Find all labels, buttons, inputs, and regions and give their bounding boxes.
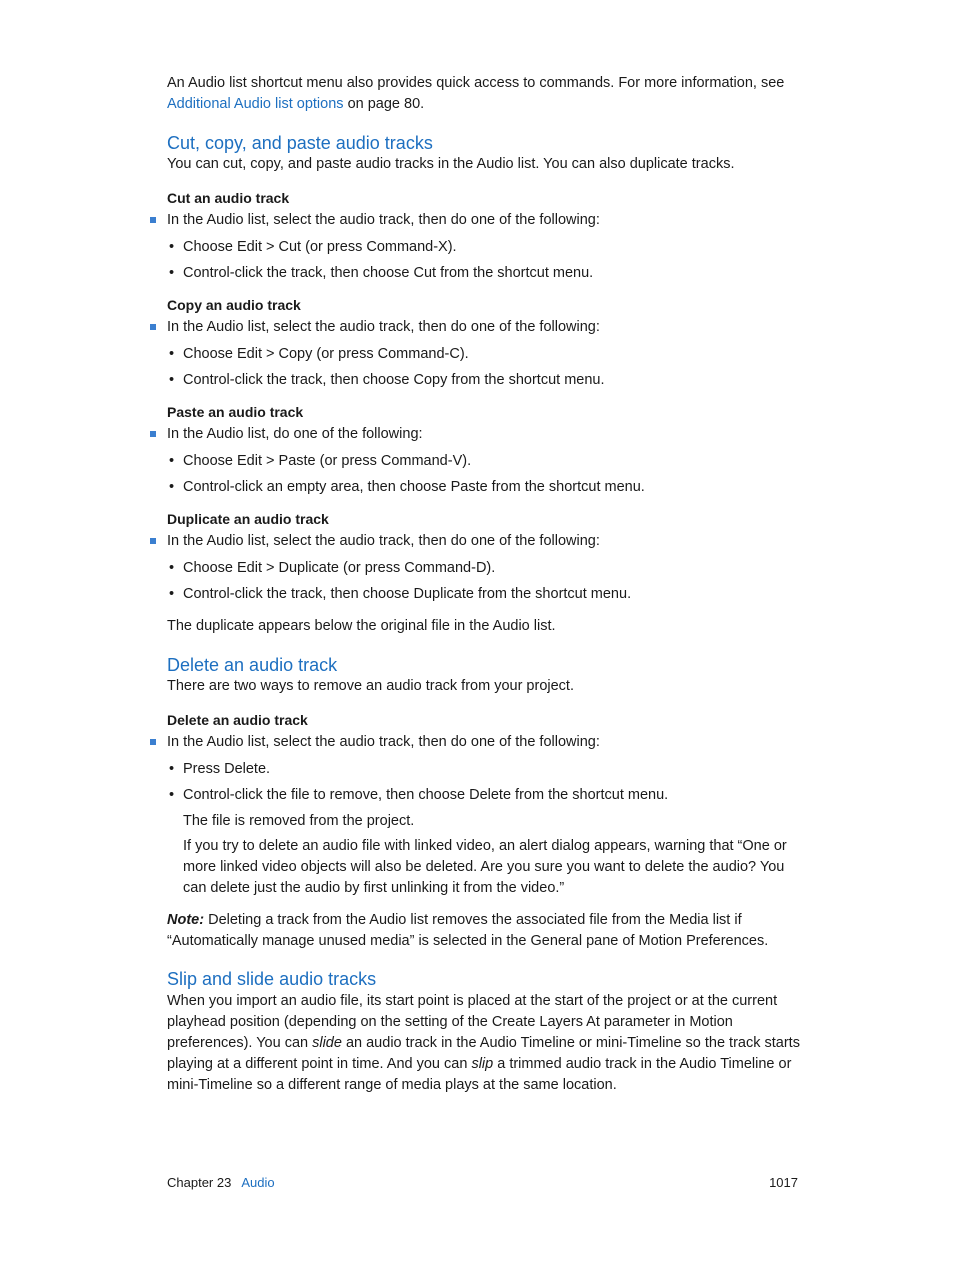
intro-text-after: on page 80. [343, 96, 425, 112]
option-list [167, 344, 807, 391]
page-number: 1017 [769, 1175, 798, 1190]
option-text: Control-click the track, then choose Cut from the shortcut menu. [183, 265, 594, 281]
list-item [167, 237, 807, 258]
delete-result-text: The file is removed from the project. [183, 813, 415, 829]
step-text: In the Audio list, do one of the following: [167, 426, 423, 442]
note-paragraph [167, 910, 787, 952]
task-title: Duplicate an audio track [167, 511, 329, 527]
slide-term: slide [312, 1035, 342, 1051]
task-paste [167, 402, 807, 503]
intro-paragraph [167, 73, 807, 115]
slip-slide-paragraph [167, 991, 803, 1096]
section-heading-slip-slide: Slip and slide audio tracks [167, 969, 377, 989]
bullet-icon: • [169, 346, 175, 362]
square-bullet-icon [150, 739, 156, 745]
option-list [167, 759, 807, 806]
task-title: Paste an audio track [167, 404, 304, 420]
task-step [167, 531, 807, 552]
task-cut [167, 188, 807, 289]
task-title: Copy an audio track [167, 297, 301, 313]
option-text: Choose Edit > Cut (or press Command-X). [183, 239, 457, 255]
section-description: You can cut, copy, and paste audio tracks in the Audio list. You can also duplicate tracks. [167, 156, 735, 172]
paragraph-text: When you import an audio file, its start point is placed at the start of the project or at the current playhead position (depending on the setting of the Create Layers At parameter in Motion preferences). You can [167, 993, 778, 1051]
bullet-icon: • [169, 586, 175, 602]
page-footer [167, 1172, 798, 1193]
square-bullet-icon [150, 217, 156, 223]
duplicate-result-text: The duplicate appears below the original file in the Audio list. [167, 618, 556, 634]
list-item [167, 344, 807, 365]
footer-chapter-link[interactable]: Audio [241, 1175, 275, 1190]
step-text: In the Audio list, select the audio track, then do one of the following: [167, 212, 600, 228]
paragraph-text: a trimmed audio track in the Audio Timeline or mini-Timeline so a different range of media plays at the same location. [167, 1056, 792, 1093]
additional-audio-options-link[interactable]: Additional Audio list options [167, 96, 344, 112]
step-text: In the Audio list, select the audio track, then do one of the following: [167, 533, 600, 549]
footer-chapter: Chapter 23 [167, 1175, 232, 1190]
list-item [167, 785, 807, 806]
list-item [167, 477, 807, 498]
bullet-icon: • [169, 372, 175, 388]
option-text: Control-click the file to remove, then choose Delete from the shortcut menu. [183, 787, 669, 803]
note-text: Deleting a track from the Audio list removes the associated file from the Media list if “Automatically manage unused media” is selected in the General pane of Motion Preferences. [167, 912, 769, 949]
task-step [167, 732, 807, 753]
task-step [167, 317, 807, 338]
option-list [167, 237, 807, 284]
square-bullet-icon [150, 431, 156, 437]
bullet-icon: • [169, 479, 175, 495]
bullet-icon: • [169, 453, 175, 469]
step-text: In the Audio list, select the audio track, then do one of the following: [167, 734, 600, 750]
task-step [167, 424, 807, 445]
option-text: Control-click the track, then choose Copy from the shortcut menu. [183, 372, 605, 388]
task-title: Cut an audio track [167, 190, 290, 206]
option-text: Press Delete. [183, 761, 271, 777]
section-heading-cut-copy-paste: Cut, copy, and paste audio tracks [167, 133, 433, 153]
linked-video-warning-text: If you try to delete an audio file with linked video, an alert dialog appears, warning that “One or more linked video objects will also be deleted. Are you sure you want to delete the audio? You can delete just the audio by first unlinking it from the video.” [183, 838, 787, 896]
bullet-icon: • [169, 787, 175, 803]
note-label: Note: [167, 912, 205, 928]
list-item [167, 263, 807, 284]
option-list [167, 558, 807, 605]
list-item [167, 558, 807, 579]
option-list [167, 451, 807, 498]
paragraph-text: an audio track in the Audio Timeline or mini-Timeline so the track starts playing at a different point in time. And you can [167, 1035, 800, 1072]
task-title: Delete an audio track [167, 712, 308, 728]
list-item [167, 370, 807, 391]
intro-text: An Audio list shortcut menu also provides quick access to commands. For more information, see [167, 75, 785, 91]
square-bullet-icon [150, 538, 156, 544]
option-text: Choose Edit > Duplicate (or press Command-D). [183, 560, 496, 576]
option-text: Choose Edit > Paste (or press Command-V). [183, 453, 472, 469]
section-heading-delete: Delete an audio track [167, 655, 338, 675]
bullet-icon: • [169, 265, 175, 281]
task-copy [167, 295, 807, 396]
slip-term: slip [471, 1056, 494, 1072]
bullet-icon: • [169, 761, 175, 777]
list-item [167, 759, 807, 780]
option-text: Control-click an empty area, then choose Paste from the shortcut menu. [183, 479, 645, 495]
option-text: Control-click the track, then choose Duplicate from the shortcut menu. [183, 586, 632, 602]
step-text: In the Audio list, select the audio track, then do one of the following: [167, 319, 600, 335]
task-delete [167, 710, 807, 811]
square-bullet-icon [150, 324, 156, 330]
section-description: There are two ways to remove an audio track from your project. [167, 678, 574, 694]
bullet-icon: • [169, 239, 175, 255]
bullet-icon: • [169, 560, 175, 576]
task-duplicate [167, 509, 807, 610]
list-item [167, 584, 807, 605]
option-text: Choose Edit > Copy (or press Command-C). [183, 346, 469, 362]
list-item [167, 451, 807, 472]
task-step [167, 210, 807, 231]
